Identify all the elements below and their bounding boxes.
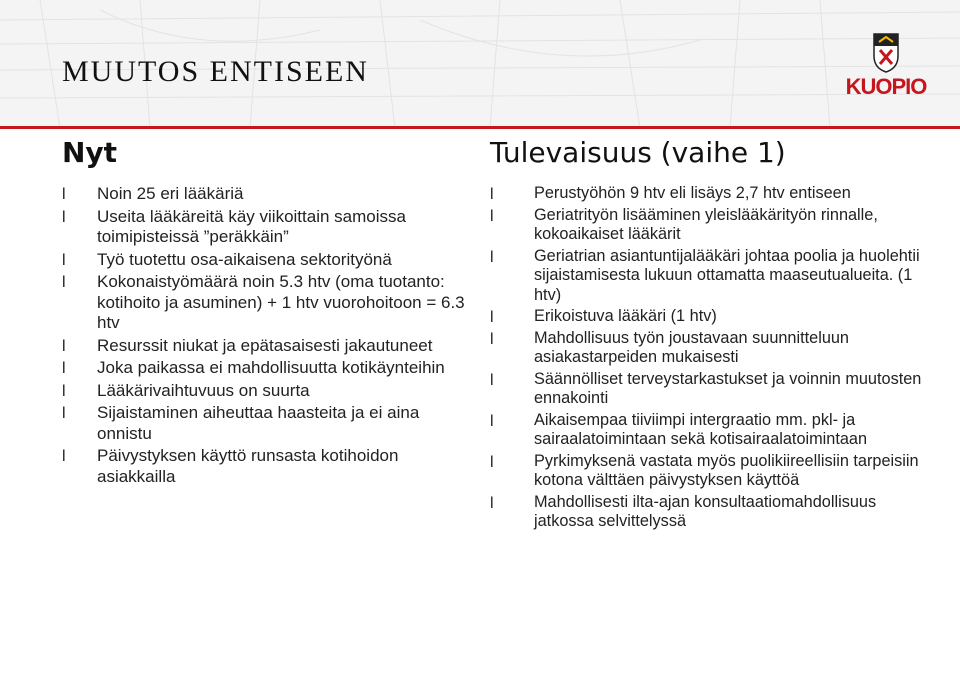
list-item-text: Perustyöhön 9 htv eli lisäys 2,7 htv entiseen bbox=[534, 184, 851, 202]
bullet-icon: l bbox=[62, 448, 66, 465]
list-item bbox=[490, 452, 930, 491]
list-item-text: Päivystyksen käyttö runsasta kotihoidon asiakkailla bbox=[97, 446, 399, 486]
list-item bbox=[62, 184, 472, 205]
list-item bbox=[62, 207, 472, 248]
list-item bbox=[62, 403, 472, 444]
bullet-icon: l bbox=[62, 208, 66, 226]
list-item-text: Sijaistaminen aiheuttaa haasteita ja ei aina onnistu bbox=[97, 403, 420, 443]
list-item-text: Mahdollisuus työn joustavaan suunnitteluun asiakastarpeiden mukaisesti bbox=[534, 328, 849, 366]
list-item bbox=[62, 336, 472, 357]
list-item bbox=[62, 358, 472, 379]
list-item-text: Useita lääkäreitä käy viikoittain samoissa toimipisteissä ”peräkkäin” bbox=[97, 206, 406, 246]
list-item bbox=[490, 493, 930, 532]
list-item bbox=[62, 381, 472, 402]
list-item-text: Joka paikassa ei mahdollisuutta kotikäynteihin bbox=[97, 358, 445, 377]
bullet-icon: l bbox=[490, 330, 494, 348]
bullet-icon: l bbox=[62, 360, 66, 377]
list-item-text: Lääkärivaihtuvuus on suurta bbox=[97, 380, 310, 400]
bullet-icon: l bbox=[62, 251, 66, 269]
left-bullet-list bbox=[62, 184, 472, 489]
list-item-text: Erikoistuva lääkäri (1 htv) bbox=[534, 307, 717, 325]
list-item-text: Säännölliset terveystarkastukset ja voinnin muutosten ennakointi bbox=[534, 369, 922, 407]
bullet-icon: l bbox=[62, 382, 66, 400]
list-item-text: Geriatrityön lisääminen yleislääkärityön rinnalle, kokoaikaiset lääkärit bbox=[534, 205, 878, 243]
bullet-icon: l bbox=[490, 371, 494, 389]
bullet-icon: l bbox=[490, 453, 494, 471]
list-item bbox=[490, 307, 930, 327]
bullet-icon: l bbox=[62, 337, 66, 355]
list-item-text: Työ tuotettu osa-aikaisena sektorityönä bbox=[97, 249, 392, 269]
kuopio-logo bbox=[836, 30, 936, 100]
left-column-heading: Nyt bbox=[62, 136, 118, 169]
red-divider-line bbox=[0, 126, 960, 129]
list-item bbox=[490, 247, 930, 306]
list-item-text: Resurssit niukat ja epätasaisesti jakautuneet bbox=[97, 335, 433, 355]
right-bullet-list bbox=[490, 184, 930, 534]
list-item bbox=[490, 370, 930, 409]
list-item bbox=[62, 250, 472, 271]
bullet-icon: l bbox=[490, 309, 494, 326]
logo-wordmark: KUOPIO bbox=[845, 74, 927, 99]
list-item bbox=[490, 411, 930, 450]
bullet-icon: l bbox=[490, 207, 494, 225]
bullet-icon: l bbox=[62, 274, 66, 291]
bullet-icon: l bbox=[62, 186, 66, 203]
list-item bbox=[62, 272, 472, 334]
bullet-icon: l bbox=[490, 248, 494, 266]
bullet-icon: l bbox=[62, 405, 66, 422]
list-item-text: Aikaisempaa tiiviimpi intergraatio mm. pkl- ja sairaalatoimintaan sekä kotisairaalatoimintaan bbox=[534, 410, 868, 448]
list-item bbox=[490, 329, 930, 368]
list-item-text: Pyrkimyksenä vastata myös puolikiireellisiin tarpeisiin kotona välttäen päivystyksen käyttöä bbox=[534, 451, 919, 489]
list-item bbox=[62, 446, 472, 487]
bullet-icon: l bbox=[490, 412, 494, 430]
coat-of-arms-icon bbox=[836, 30, 936, 76]
bullet-icon: l bbox=[490, 494, 494, 512]
list-item-text: Noin 25 eri lääkäriä bbox=[97, 184, 244, 203]
list-item-text: Geriatrian asiantuntijalääkäri johtaa poolia ja huolehtii sijaistamisesta lukuun ottamatta maaseutualueita. (1 htv) bbox=[534, 246, 920, 304]
bullet-icon: l bbox=[490, 186, 494, 203]
list-item bbox=[490, 184, 930, 204]
list-item-text: Mahdollisesti ilta-ajan konsultaatiomahdollisuus jatkossa selvittelyssä bbox=[534, 492, 877, 530]
list-item bbox=[490, 206, 930, 245]
right-column-heading: Tulevaisuus (vaihe 1) bbox=[490, 136, 786, 169]
list-item-text: Kokonaistyömäärä noin 5.3 htv (oma tuotanto: kotihoito ja asuminen) + 1 htv vuorohoitoon = 6.3 htv bbox=[97, 272, 465, 332]
slide-title: MUUTOS ENTISEEN bbox=[62, 55, 369, 88]
